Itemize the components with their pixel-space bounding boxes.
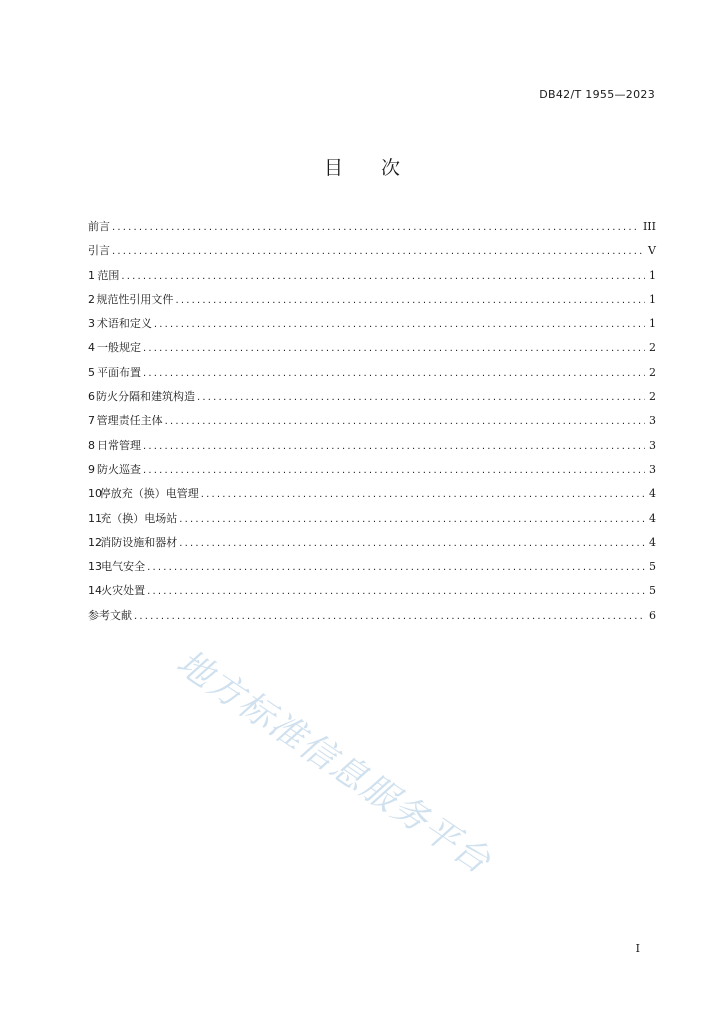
toc-entry-page: V: [648, 244, 656, 258]
toc-entry-page: 4: [649, 487, 656, 501]
toc-entry-number: 7: [88, 414, 95, 428]
toc-dot-leader: [121, 271, 645, 282]
toc-entry[interactable]: [88, 315, 656, 339]
toc-entry-page: 4: [649, 535, 656, 549]
toc-entry-number: 10: [88, 487, 102, 501]
toc-dot-leader: [175, 295, 645, 306]
toc-entry-label: 停放充（换）电管理: [99, 487, 199, 501]
toc-entry-number: 8: [88, 438, 95, 452]
toc-dot-leader: [201, 489, 645, 500]
toc-entry-label: 一般规定: [97, 341, 142, 355]
toc-dot-leader: [143, 465, 645, 476]
toc-entry-number: 3: [88, 317, 95, 331]
toc-entry-label: 防火分隔和建筑构造: [96, 390, 196, 404]
toc-entry-label: 充（换）电场站: [100, 511, 178, 525]
toc-entry-label: 参考文献: [88, 608, 132, 622]
toc-entry-label: 管理责任主体: [96, 414, 163, 428]
toc-dot-leader: [154, 319, 645, 330]
toc-entry[interactable]: [88, 510, 656, 534]
toc-entry[interactable]: [88, 461, 656, 485]
toc-entry-number: 9: [88, 462, 95, 476]
watermark: 地方标准信息服务平台: [169, 642, 499, 883]
toc-entry-number: 14: [88, 584, 102, 598]
page-number: I: [635, 942, 640, 955]
toc-entry[interactable]: [88, 339, 656, 363]
toc-entry-page: 2: [649, 365, 656, 379]
toc-entry-page: 1: [649, 268, 656, 282]
toc-dot-leader: [179, 514, 645, 525]
toc-entry-page: 1: [649, 317, 656, 331]
toc-dot-leader: [165, 416, 645, 427]
toc-entry[interactable]: [88, 388, 656, 412]
toc-entry-number: 5: [88, 365, 95, 379]
toc-entry-page: 3: [649, 462, 656, 476]
toc-entry-number: 2: [88, 292, 95, 306]
toc-entry-label: 消防设施和器材: [100, 535, 178, 549]
toc-entry-page: 3: [649, 438, 656, 452]
toc-entry[interactable]: [88, 558, 656, 582]
toc-dot-leader: [112, 222, 639, 233]
page-title: [0, 153, 724, 180]
toc-dot-leader: [143, 368, 645, 379]
toc-entry-page: 4: [649, 511, 656, 525]
toc-entry-number: 1: [88, 268, 95, 282]
toc-dot-leader: [143, 441, 645, 452]
toc-entry[interactable]: [88, 364, 656, 388]
toc-entry-page: 3: [649, 414, 656, 428]
toc-entry-label: 前言: [88, 220, 110, 233]
toc-entry-page: 6: [649, 608, 656, 622]
toc-entry-page: 1: [649, 292, 656, 306]
toc-entry[interactable]: [88, 437, 656, 461]
toc-entry-label: 电气安全: [101, 560, 146, 574]
toc-entry[interactable]: [88, 291, 656, 315]
toc-entry-number: 13: [88, 560, 102, 574]
toc-entry-label: 范围: [97, 268, 120, 282]
title-char-1: 目: [323, 157, 343, 179]
toc-entry[interactable]: [88, 242, 656, 266]
toc-entry-label: 火灾处置: [101, 584, 146, 598]
toc-entry-number: 11: [88, 511, 102, 525]
toc-entry-number: 6: [88, 390, 95, 404]
toc-dot-leader: [179, 538, 645, 549]
toc-dot-leader: [147, 586, 645, 597]
toc-entry-page: 2: [649, 390, 656, 404]
toc-entry[interactable]: [88, 607, 656, 631]
toc-dot-leader: [134, 611, 645, 622]
toc-dot-leader: [112, 246, 644, 257]
toc-entry-page: III: [642, 220, 656, 233]
toc-dot-leader: [197, 392, 645, 403]
toc-entry[interactable]: [88, 412, 656, 436]
toc-entry[interactable]: [88, 218, 656, 242]
toc-entry-number: 4: [88, 341, 95, 355]
toc-entry[interactable]: [88, 267, 656, 291]
toc-dot-leader: [143, 343, 645, 354]
toc-entry-label: 日常管理: [97, 438, 142, 452]
toc-entry-page: 2: [649, 341, 656, 355]
toc-entry-number: 12: [88, 535, 102, 549]
toc-entry-label: 防火巡查: [97, 462, 142, 476]
toc-entry-page: 5: [649, 560, 656, 574]
toc-entry-label: 引言: [88, 244, 110, 258]
document-code: DB42/T 1955—2023: [539, 88, 655, 101]
table-of-contents: [88, 218, 656, 631]
toc-dot-leader: [147, 562, 645, 573]
title-char-2: 次: [381, 157, 401, 179]
toc-entry[interactable]: [88, 534, 656, 558]
toc-entry-label: 术语和定义: [96, 317, 152, 331]
toc-entry-page: 5: [649, 584, 656, 598]
toc-entry[interactable]: [88, 582, 656, 606]
toc-entry-label: 平面布置: [97, 365, 142, 379]
toc-entry-label: 规范性引用文件: [96, 292, 174, 306]
toc-entry[interactable]: [88, 485, 656, 509]
